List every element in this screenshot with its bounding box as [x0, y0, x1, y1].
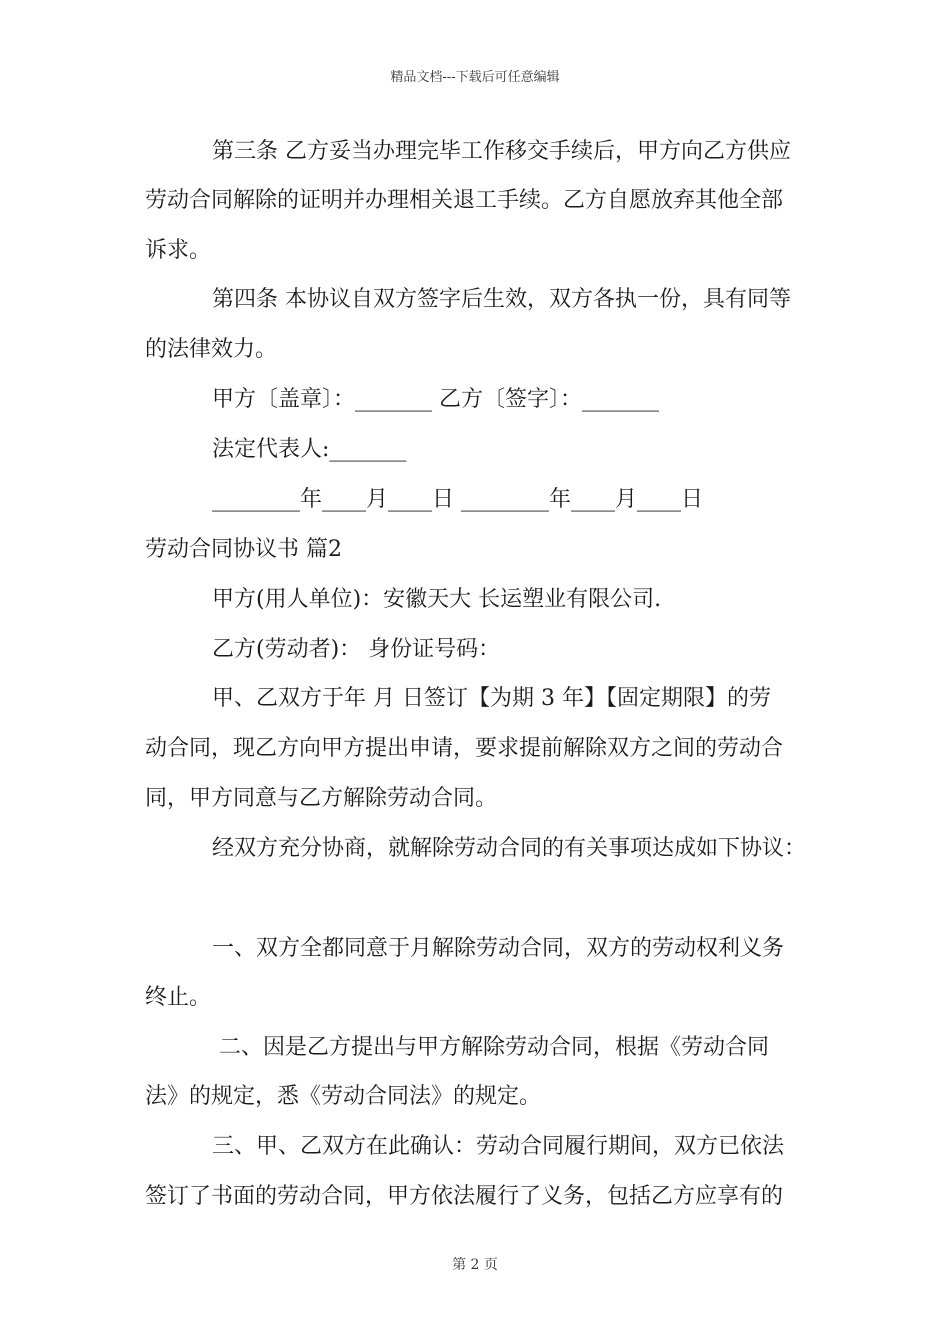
text-line: 第四条 本协议自双方签字后生效，双方各执一份，具有同等: [212, 287, 791, 312]
clause-line: 法》的规定，悉《劳动合同法》的规定。: [145, 1084, 542, 1109]
clause-line: 三、甲、乙双方在此确认：劳动合同履行期间，双方已依法: [212, 1134, 785, 1159]
text-line: 甲、乙双方于年 月 日签订【为期 3 年】【固定期限】的劳: [212, 686, 771, 711]
signature-line: 甲方〔盖章〕：_______ 乙方〔签字〕：_______: [212, 387, 659, 412]
text-line: 经双方充分协商，就解除劳动合同的有关事项达成如下协议：: [212, 836, 807, 861]
section-title: 劳动合同协议书 篇2: [145, 537, 342, 562]
text-line: 同，甲方同意与乙方解除劳动合同。: [145, 786, 498, 811]
clause-line: 二、因是乙方提出与甲方解除劳动合同，根据《劳动合同: [219, 1035, 770, 1060]
party-b-line: 乙方(劳动者)： 身份证号码：: [212, 637, 501, 662]
clause-line: 终止。: [145, 985, 212, 1010]
text-line: 诉求。: [145, 238, 212, 263]
text-line: 的法律效力。: [145, 337, 278, 362]
text-line: 第三条 乙方妥当办理完毕工作移交手续后，甲方向乙方供应: [212, 139, 791, 164]
page-number: 第 2 页: [452, 1257, 498, 1273]
date-line: ________年____月____日 ________年____月____日: [212, 487, 703, 512]
text-line: 动合同，现乙方向甲方提出申请，要求提前解除双方之间的劳动合: [145, 736, 784, 761]
clause-line: 一、双方全都同意于月解除劳动合同，双方的劳动权利义务: [212, 936, 785, 961]
text-line: 劳动合同解除的证明并办理相关退工手续。乙方自愿放弃其他全部: [145, 188, 784, 213]
legal-representative-line: 法定代表人:_______: [212, 437, 407, 462]
party-a-line: 甲方(用人单位)：安徽天大 长运塑业有限公司.: [212, 587, 662, 612]
page-header: 精品文档---下载后可任意编辑: [390, 70, 560, 85]
clause-line: 签订了书面的劳动合同，甲方依法履行了义务，包括乙方应享有的: [145, 1184, 784, 1209]
